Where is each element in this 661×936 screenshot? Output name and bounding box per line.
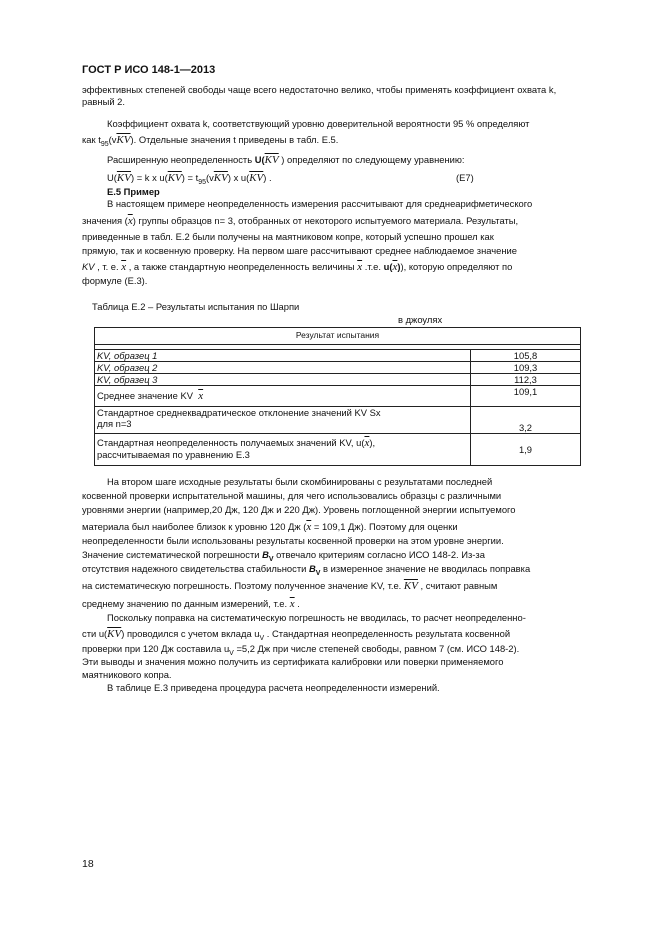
kv-overline: $\overline{KV}$ [116,134,131,146]
second-line-5: неопределенности были использованы результаты косвенной проверки на этом уровне энергии. [82,535,504,546]
coverage-text-a: как t [82,134,101,145]
row-value: 3,2 [471,407,581,434]
text-part: Значение систематической погрешности [82,549,263,560]
kv-overline: $\overline{KV}$ [107,628,122,640]
row-label [95,434,471,466]
kv-overline: $\overline{KV}$ [249,172,264,184]
table-caption: Таблица Е.2 – Результаты испытания по Шарпи [92,301,300,312]
text-part: , а также стандартную неопределенность величины [126,261,358,272]
label-line-2: рассчитываемая по уравнению Е.3 [97,449,250,460]
x-bar: $\overline{x}$ [289,598,295,610]
second-line-7 [82,563,530,580]
example-line-6: формуле (Е.3). [82,275,148,286]
table-header: Результат испытания [95,328,581,345]
bv-sub: V [315,569,321,577]
table-unit: в джоулях [398,314,443,325]
coverage-sub: 95 [100,140,109,148]
intro-line-2: равный 2. [82,96,125,107]
intro-line-1: эффективных степеней свободы чаще всего недостаточно велико, чтобы применять коэффициент охвата k, [82,84,557,95]
expanded-u: U( [254,154,265,165]
eq-part: U( [107,172,117,183]
text-part: =5,2 Дж при числе степеней свободы, равном 7 (см. ИСО 148-2). [233,643,520,654]
second-line-2: косвенной проверки испрытательной машины, для чего использовались образцы с различными [82,490,502,501]
uv-sub: V [259,634,265,642]
bv-symbol: B [308,563,316,574]
eq-part: ) = t [181,172,199,183]
coverage-line-2 [82,134,338,151]
label-part: Стандартная неопределенность получаемых значений KV, u( [97,437,365,448]
x-bar: $\overline{x}$ [364,437,370,449]
x-bar: $\overline{x}$ [392,261,398,273]
text-part: материала был наиболее близок к уровню 120 Дж ( [82,521,307,532]
row-value: 109,1 [471,386,581,407]
second-line-9 [82,598,300,610]
row-label: KV, образец 3 [95,374,471,386]
row-value: 1,9 [471,434,581,466]
x-bar: $\overline{x}$ [357,261,363,273]
coverage-text-c: ). Отдельные значения t приведены в табл. Е.5. [130,134,339,145]
results-table [94,327,581,466]
row-label: KV, образец 1 [95,350,471,362]
x-bar: $\overline{x}$ [306,521,312,533]
text-part: ) проводился с учетом вклада u [121,628,260,639]
second-line-4 [82,521,458,533]
coverage-line-1: Коэффициент охвата k, соответствующий уровню доверительной вероятности 95 % определяют [107,118,530,129]
u-bold: u( [383,261,393,272]
kv-overline: $\overline{KV}$ [213,172,228,184]
label-line-1 [97,437,468,449]
example-heading: Е.5 Пример [107,186,160,197]
table-row [95,434,581,466]
text-part: в измеренное значение не вводилась поправка [320,563,531,574]
x-bar: $\overline{x}$ [198,390,204,402]
text-part: , считают равным [417,580,498,591]
kv-overline: $\overline{KV}$ [403,580,418,592]
x-bar: $\overline{x}$ [121,261,127,273]
second-line-10: Поскольку поправка на систематическую погрешность не вводилась, то расчет неопределенно- [107,612,526,623]
row-value: 109,3 [471,362,581,374]
text-part: отвечало критериям согласно ИСО 148-2. Из-за [273,549,485,560]
eq-sub: 95 [198,178,206,186]
eq-part: ) . [263,172,272,183]
text-part: = 109,1 Дж). Поэтому для оценки [311,521,458,532]
text-part: сти u( [82,628,108,639]
row-label [95,407,471,434]
table-row [95,386,581,407]
bv-sub: V [268,555,274,563]
bv-symbol: B [262,549,269,560]
text-part: , т. е. [94,261,122,272]
text-part: отсутствия надежного свидетельства стабильности [82,563,309,574]
second-line-13: Эти выводы и значения можно получить из сертификата калибровки или поверки применяемого [82,656,504,667]
label-part: ), [369,437,376,448]
second-line-15: В таблице Е.3 приведена процедура расчета неопределенности измерений. [107,682,440,693]
text-part: ), которую определяют по [400,261,513,272]
text-part: среднему значению по данным измерений, т.е. [82,598,290,609]
row-value: 112,3 [471,374,581,386]
example-line-3: приведенные в табл. Е.2 были получены на маятниковом копре, который успешно прошел как [82,231,494,242]
row-label [95,386,471,407]
text-part: . [294,598,300,609]
table-row [95,350,581,362]
example-line-4: прямую, так и косвенную проверку. На первом шаге рассчитывают среднее наблюдаемое значение [82,245,518,256]
expanded-line-1 [107,154,465,166]
coverage-text-b: (v [108,134,117,145]
example-line-1: В настоящем примере неопределенность измерения рассчитывают для среднеарифметического [107,198,533,209]
table-row [95,362,581,374]
table-row [95,407,581,434]
table-header-row [95,328,581,345]
kv-italic: KV [82,261,95,272]
mean-label: Среднее значение KV [97,390,193,401]
eq-part: ) = k x u( [130,172,168,183]
example-line-2 [82,215,518,227]
kv-overline: $\overline{KV}$ [167,172,182,184]
equation-number: (E7) [456,172,474,183]
label-line-2: для n=3 [97,418,132,429]
row-value: 105,8 [471,350,581,362]
eq-part: (v [205,172,214,183]
text-part: проверки при 120 Дж составила u [82,643,230,654]
second-line-3: уровнями энергии (например,20 Дж, 120 Дж и 220 Дж). Уровень поглощенной энергии испытуемого [82,504,516,515]
row-label: KV, образец 2 [95,362,471,374]
text-part: . Стандартная неопределенность результата косвенной [264,628,511,639]
second-line-14: маятникового копра. [82,669,172,680]
kv-overline: $\overline{KV}$ [264,154,279,166]
text-part: .т.е. [362,261,384,272]
page-number: 18 [82,858,94,870]
eq-part: ) x u( [227,172,250,183]
text-part: на систематическую погрешность. Поэтому полученное значение KV, т.е. [82,580,404,591]
page-header: ГОСТ Р ИСО 148-1—2013 [82,64,216,76]
second-line-8 [82,580,497,592]
expanded-text-a: Расширенную неопределенность [107,154,255,165]
uv-sub: V [229,649,234,657]
label-line-1: Стандартное среднеквадратическое отклонение значений KV Sx [97,407,381,418]
x-bar: $\overline{x}$ [127,215,133,227]
text-part: значения ( [82,215,128,226]
text-part: ) группы образцов n= 3, отобранных от некоторого испытуемого материала. Результаты, [132,215,519,226]
kv-overline: $\overline{KV}$ [116,172,131,184]
expanded-text-b: ) определяют по следующему уравнению: [281,154,465,165]
example-line-5: KV , т. е. $\overline{x}$ , а также стандартную неопределенность величины $\overline{x}$ .т.е. $u(\overline{x})$), которую определяют по [82,261,513,273]
second-line-1: На втором шаге исходные результаты были скомбинированы с результатами последней [107,476,493,487]
table-row [95,374,581,386]
